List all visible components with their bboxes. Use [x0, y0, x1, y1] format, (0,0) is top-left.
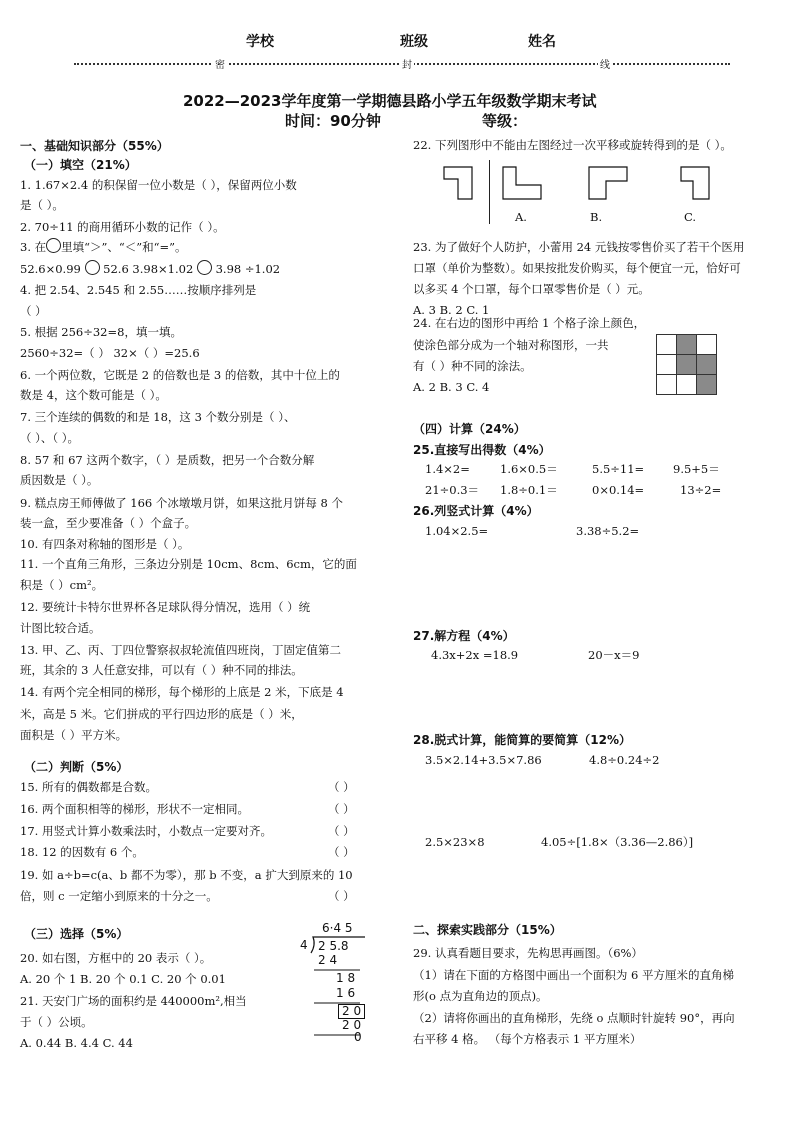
fill-line: 4. 把 2.54、2.545 和 2.55……按顺序排列是 — [20, 283, 257, 297]
q25-item: 5.5÷11= — [592, 462, 645, 476]
fill-line: （ ） — [20, 304, 47, 318]
exam-time: 时间：90分钟 — [285, 112, 381, 130]
fill-line: 计图比较合适。 — [20, 621, 101, 635]
div-quotient: 6·4 5 — [322, 921, 353, 935]
judge-heading: （二）判断（5%） — [24, 760, 129, 774]
q25-item: 9.5+5＝ — [673, 462, 720, 476]
calc-heading: （四）计算（24%） — [413, 422, 526, 436]
compare-circle[interactable] — [46, 238, 61, 253]
q29-line: （2）请将你画出的直角梯形，先绕 o 点顺时针旋转 90°，再向 — [413, 1011, 735, 1025]
judge-line: 16. 两个面积相等的梯形，形状不一定相同。 — [20, 802, 249, 816]
div-row3: 1 6 — [336, 986, 356, 1000]
fill-line: 班，其余的 3 人任意安排，可以有（ ）种不同的排法。 — [20, 663, 303, 677]
q25-item: 0×0.14= — [592, 483, 645, 497]
q28-item: 3.5×2.14+3.5×7.86 — [425, 753, 542, 767]
seal-char-2: 封 — [400, 56, 414, 71]
q25-heading: 25.直接写出得数（4%） — [413, 443, 551, 457]
q24-grid — [656, 334, 717, 395]
q27-item: 20－x＝9 — [588, 648, 640, 662]
grid-cell[interactable] — [697, 335, 717, 355]
q27-heading: 27.解方程（4%） — [413, 629, 515, 643]
grid-cell[interactable] — [657, 355, 677, 375]
school-label: 学校 — [246, 34, 274, 50]
fill-line: 5. 根据 256÷32=8，填一填。 — [20, 325, 182, 339]
fill-line: 9. 糕点房王师傅做了 166 个冰墩墩月饼，如果这批月饼每 8 个 — [20, 496, 344, 510]
choice-line: 20. 如右图，方框中的 20 表示（ ）。 — [20, 951, 212, 965]
fill-line: 11. 一个直角三角形，三条边分别是 10cm、8cm、6cm，它的面 — [20, 557, 357, 571]
q22-divider — [489, 160, 490, 224]
q22-shape-b — [588, 166, 628, 200]
q22-shape-a — [502, 166, 542, 200]
div-row5: 2 0 — [342, 1018, 362, 1032]
q28-heading: 28.脱式计算，能简算的要简算（12%） — [413, 733, 631, 747]
q22-shape-c — [680, 166, 710, 200]
grid-cell[interactable] — [677, 375, 697, 395]
q28-item: 4.05÷[1.8×（3.36—2.86）] — [541, 835, 694, 849]
grid-cell-shaded — [697, 375, 717, 395]
q26-item: 3.38÷5.2= — [576, 524, 640, 538]
q27-item: 4.3x+2x =18.9 — [431, 648, 519, 662]
q3-expr2: 52.6 3.98×1.02 — [103, 262, 194, 276]
fill-line: 米，高是 5 米。它们拼成的平行四边形的底是（ ）米， — [20, 707, 303, 721]
div-row1: 2 4 — [318, 953, 338, 967]
answer-paren: （ ） — [328, 889, 355, 903]
q22-text: 22. 下列图形中不能由左图经过一次平移或旋转得到的是（ ）。 — [413, 138, 732, 152]
q24-line: 使涂色部分成为一个轴对称图形，一共 — [413, 338, 609, 352]
compare-circle[interactable] — [197, 260, 212, 275]
part2-heading: 二、探索实践部分（15%） — [413, 923, 562, 937]
fill-line: 14. 有两个完全相同的梯形，每个梯形的上底是 2 米，下底是 4 — [20, 685, 344, 699]
fill-line: 2. 70÷11 的商用循环小数的记作（ ）。 — [20, 220, 225, 234]
q3-prefix: 3. 在 — [20, 240, 47, 254]
q25-item: 13÷2= — [680, 483, 722, 497]
q23-line: A. 3 B. 2 C. 1 — [413, 303, 490, 317]
exam-grade: 等级： — [482, 112, 528, 130]
grid-cell-shaded — [677, 335, 697, 355]
grid-cell[interactable] — [657, 335, 677, 355]
fill-line: （ ）、（ ）。 — [20, 431, 80, 445]
judge-line: 19. 如 a÷b=c(a、b 都不为零），那 b 不变，a 扩大到原来的 10 — [20, 868, 353, 882]
class-label: 班级 — [400, 34, 428, 50]
q25-item: 21÷0.3＝ — [425, 483, 480, 497]
choice-line: 于（ ）公顷。 — [20, 1015, 93, 1029]
fill-line: 1. 1.67×2.4 的积保留一位小数是（ ），保留两位小数 — [20, 178, 297, 192]
answer-paren: （ ） — [328, 780, 355, 794]
div-dividend: 2 5.8 — [318, 939, 349, 953]
q26-heading: 26.列竖式计算（4%） — [413, 504, 539, 518]
q3-expr1: 52.6×0.99 — [20, 262, 81, 276]
q29-line: 29. 认真看题目要求，先构思再画图。（6%） — [413, 946, 643, 960]
fill-line: 质因数是（ ）。 — [20, 473, 99, 487]
q22-original-shape — [443, 166, 473, 200]
exam-title: 2022—2023学年度第一学期德县路小学五年级数学期末考试 — [183, 92, 597, 110]
q28-item: 4.8÷0.24÷2 — [589, 753, 660, 767]
grid-cell-shaded — [677, 355, 697, 375]
fill-line: 10. 有四条对称轴的图形是（ ）。 — [20, 537, 190, 551]
grid-cell[interactable] — [657, 375, 677, 395]
q28-item: 2.5×23×8 — [425, 835, 485, 849]
q24-line: 24. 在右边的图形中再给 1 个格子涂上颜色， — [413, 316, 646, 330]
div-row6: 0 — [354, 1030, 362, 1044]
fill-line: 6. 一个两位数，它既是 2 的倍数也是 3 的倍数，其中十位上的 — [20, 368, 340, 382]
q3-expr3: 3.98 ÷1.02 — [215, 262, 281, 276]
seal-char-3: 线 — [598, 56, 612, 71]
fill-line: 是（ ）。 — [20, 198, 64, 212]
compare-circle[interactable] — [85, 260, 100, 275]
div-row4-boxed: 2 0 — [338, 1004, 365, 1019]
choice-heading: （三）选择（5%） — [24, 927, 129, 941]
judge-line: 17. 用竖式计算小数乘法时，小数点一定要对齐。 — [20, 824, 272, 838]
judge-line: 倍，则 c 一定缩小到原来的十分之一。 — [20, 889, 218, 903]
judge-line: 18. 12 的因数有 6 个。 — [20, 845, 144, 859]
q23-line: 口罩（单价为整数）。如果按批发价购买，每个便宜一元，恰好可 — [413, 261, 741, 275]
q3-line — [20, 238, 187, 256]
fill-line: 装一盒，至少要准备（ ）个盒子。 — [20, 516, 197, 530]
fill-line: 面积是（ ）平方米。 — [20, 728, 128, 742]
q29-line: 右平移 4 格。 （每个方格表示 1 平方厘米） — [413, 1032, 642, 1046]
q23-line: 以多买 4 个口罩，每个口罩零售价是（ ）元。 — [413, 282, 650, 296]
q26-item: 1.04×2.5= — [425, 524, 489, 538]
grid-cell-shaded — [697, 355, 717, 375]
choice-line: A. 0.44 B. 4.4 C. 44 — [20, 1036, 133, 1050]
fill-line: 12. 要统计卡特尔世界杯各足球队得分情况，选用（ ）统 — [20, 600, 311, 614]
q22-opt-a[interactable]: A. — [515, 210, 527, 224]
div-row2: 1 8 — [336, 971, 356, 985]
q23-line: 23. 为了做好个人防护，小蕾用 24 元钱按零售价买了若干个医用 — [413, 240, 745, 254]
q3-text: 里填“＞”、“＜”和“=”。 — [61, 240, 187, 254]
part1-heading: 一、基础知识部分（55%） — [20, 139, 169, 153]
q24-line: A. 2 B. 3 C. 4 — [413, 380, 490, 394]
answer-paren: （ ） — [328, 845, 355, 859]
q29-line: （1）请在下面的方格图中画出一个面积为 6 平方厘米的直角梯 — [413, 968, 734, 982]
q22-opt-c[interactable]: C. — [684, 210, 697, 224]
seal-char-1: 密 — [213, 56, 227, 71]
q3-row — [20, 260, 280, 278]
choice-line: A. 20 个 1 B. 20 个 0.1 C. 20 个 0.01 — [20, 972, 226, 986]
answer-paren: （ ） — [328, 824, 355, 838]
q25-item: 1.6×0.5＝ — [500, 462, 558, 476]
name-label: 姓名 — [528, 34, 556, 50]
fill-line: 13. 甲、乙、丙、丁四位警察叔叔轮流值四班岗，丁固定值第二 — [20, 643, 341, 657]
q25-item: 1.8÷0.1＝ — [500, 483, 558, 497]
fill-line: 7. 三个连续的偶数的和是 18，这 3 个数分别是（ ）、 — [20, 410, 296, 424]
q29-line: 形(o 点为直角边的顶点)。 — [413, 989, 548, 1003]
div-divisor: 4 — [300, 938, 308, 952]
fill-line: 积是（ ）cm²。 — [20, 578, 104, 592]
q22-opt-b[interactable]: B. — [590, 210, 603, 224]
fill-line: 2560÷32=（ ） 32×（ ）=25.6 — [20, 346, 200, 360]
answer-paren: （ ） — [328, 802, 355, 816]
fill-heading: （一）填空（21%） — [24, 158, 137, 172]
fill-line: 数是 4，这个数可能是（ ）。 — [20, 388, 167, 402]
choice-line: 21. 天安门广场的面积约是 440000m²,相当 — [20, 994, 247, 1008]
q25-item: 1.4×2= — [425, 462, 470, 476]
judge-line: 15. 所有的偶数都是合数。 — [20, 780, 157, 794]
fill-line: 8. 57 和 67 这两个数字，（ ）是质数，把另一个合数分解 — [20, 453, 315, 467]
q24-line: 有（ ）种不同的涂法。 — [413, 359, 532, 373]
